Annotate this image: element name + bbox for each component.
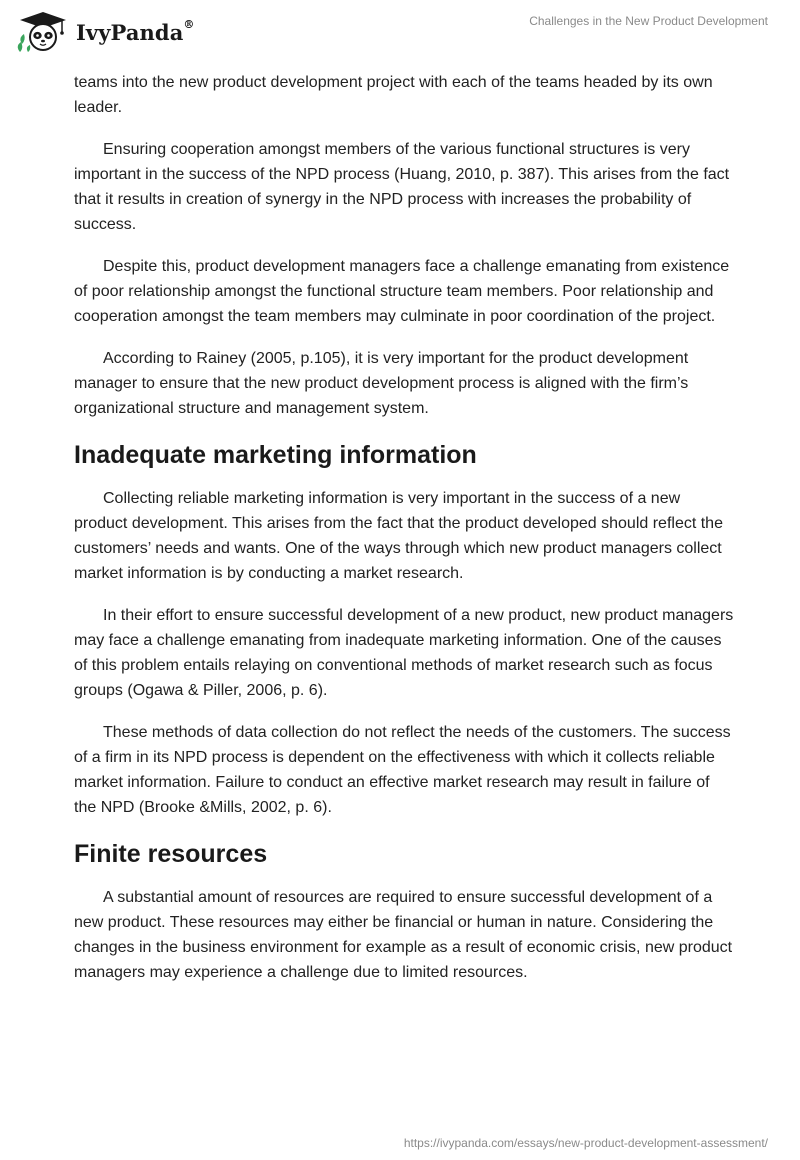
essay-body — [74, 70, 734, 1002]
registered-mark: ® — [183, 17, 195, 31]
ivypanda-logo[interactable] — [16, 10, 195, 54]
panda-graduate-logo-icon — [16, 10, 70, 54]
brand-name: IvyPanda® — [76, 17, 195, 45]
document-title: Challenges in the New Product Development — [529, 14, 768, 28]
page-header — [0, 0, 800, 64]
paragraph: Despite this, product development managers face a challenge emanating from existence of poor relationship amongst the functional structure team members. Poor relationship and cooperation amongst the team members may culminate in poor coordination of the project. — [74, 258, 730, 325]
paragraph: These methods of data collection do not reflect the needs of the customers. The success of a firm in its NPD process is dependent on the effectiveness with which it collects reliable market information. Failure to conduct an effective market research may result in failure of the NPD (Brooke &Mills, 2002, p. 6). — [74, 724, 731, 816]
section-heading: Finite resources — [74, 840, 268, 868]
paragraph: In their effort to ensure successful development of a new product, new product managers may face a challenge emanating from inadequate marketing information. One of the causes of this problem entails relaying on conventional methods of market research such as focus groups (Ogawa & Piller, 2006, p. 6). — [74, 607, 734, 699]
source-url-link[interactable]: https://ivypanda.com/essays/new-product-development-assessment/ — [403, 1136, 768, 1150]
paragraph: According to Rainey (2005, p.105), it is very important for the product development manager to ensure that the new product development process is aligned with the firm’s organizational structure and management system. — [74, 350, 689, 417]
section-heading: Inadequate marketing information — [74, 441, 477, 469]
paragraph: Ensuring cooperation amongst members of the various functional structures is very important in the success of the NPD process (Huang, 2010, p. 387). This arises from the fact that it results in creation of synergy in the NPD process with increases the probability of success. — [74, 141, 730, 233]
paragraph: teams into the new product development project with each of the teams headed by its own leader. — [74, 74, 713, 116]
paragraph: Collecting reliable marketing information is very important in the success of a new product development. This arises from the fact that the product developed should reflect the customers’ needs and wants. One of the ways through which new product managers collect market information is by conducting a market research. — [74, 490, 723, 582]
paragraph: A substantial amount of resources are required to ensure successful development of a new product. These resources may either be financial or human in nature. Considering the changes in the business environment for example as a result of economic crisis, new product managers may experience a challenge due to limited resources. — [74, 889, 733, 981]
